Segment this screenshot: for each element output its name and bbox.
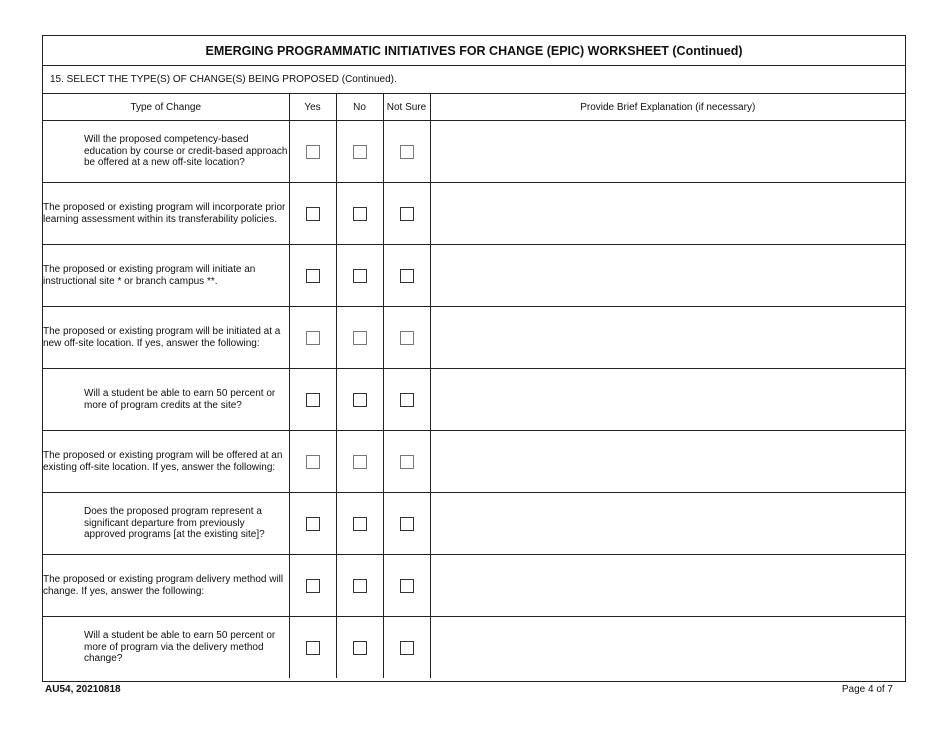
table-row — [43, 183, 905, 245]
yes-checkbox[interactable] — [306, 579, 320, 593]
table-row — [43, 245, 905, 307]
column-header-no: No — [336, 94, 383, 121]
column-header-type: Type of Change — [43, 94, 289, 121]
not-sure-checkbox[interactable] — [400, 641, 414, 655]
table-row — [43, 431, 905, 493]
no-checkbox[interactable] — [353, 393, 367, 407]
no-checkbox[interactable] — [353, 517, 367, 531]
not-sure-checkbox[interactable] — [400, 145, 414, 159]
table-row — [43, 307, 905, 369]
no-checkbox[interactable] — [353, 579, 367, 593]
not-sure-checkbox[interactable] — [400, 393, 414, 407]
column-header-yes: Yes — [289, 94, 336, 121]
yes-checkbox-cell — [289, 493, 336, 555]
table-row — [43, 369, 905, 431]
question-text: Will a student be able to earn 50 percent or more of program credits at the site? — [43, 369, 289, 431]
not-sure-checkbox-cell — [383, 617, 430, 679]
no-checkbox-cell — [336, 555, 383, 617]
section-heading: 15. SELECT THE TYPE(S) OF CHANGE(S) BEING PROPOSED (Continued). — [43, 66, 905, 94]
yes-checkbox[interactable] — [306, 517, 320, 531]
yes-checkbox[interactable] — [306, 393, 320, 407]
no-checkbox[interactable] — [353, 207, 367, 221]
question-text: The proposed or existing program will be initiated at a new off-site location. If yes, answer the following: — [43, 307, 289, 369]
explanation-field[interactable] — [430, 555, 905, 617]
explanation-field[interactable] — [430, 307, 905, 369]
no-checkbox[interactable] — [353, 641, 367, 655]
explanation-field[interactable] — [430, 183, 905, 245]
yes-checkbox[interactable] — [306, 455, 320, 469]
table-row — [43, 617, 905, 679]
not-sure-checkbox-cell — [383, 369, 430, 431]
not-sure-checkbox-cell — [383, 307, 430, 369]
explanation-field[interactable] — [430, 617, 905, 679]
yes-checkbox-cell — [289, 183, 336, 245]
no-checkbox[interactable] — [353, 269, 367, 283]
no-checkbox[interactable] — [353, 455, 367, 469]
not-sure-checkbox[interactable] — [400, 269, 414, 283]
no-checkbox-cell — [336, 307, 383, 369]
not-sure-checkbox-cell — [383, 121, 430, 183]
question-text: The proposed or existing program will incorporate prior learning assessment within its transferability policies. — [43, 183, 289, 245]
change-type-table — [43, 94, 905, 678]
no-checkbox-cell — [336, 431, 383, 493]
no-checkbox-cell — [336, 121, 383, 183]
yes-checkbox-cell — [289, 431, 336, 493]
explanation-field[interactable] — [430, 431, 905, 493]
explanation-field[interactable] — [430, 121, 905, 183]
no-checkbox[interactable] — [353, 145, 367, 159]
table-row — [43, 555, 905, 617]
yes-checkbox-cell — [289, 555, 336, 617]
yes-checkbox[interactable] — [306, 207, 320, 221]
yes-checkbox-cell — [289, 245, 336, 307]
not-sure-checkbox[interactable] — [400, 579, 414, 593]
yes-checkbox-cell — [289, 617, 336, 679]
explanation-field[interactable] — [430, 369, 905, 431]
question-text: Does the proposed program represent a significant departure from previously approved programs [at the existing site]? — [43, 493, 289, 555]
not-sure-checkbox-cell — [383, 431, 430, 493]
no-checkbox-cell — [336, 183, 383, 245]
not-sure-checkbox[interactable] — [400, 455, 414, 469]
yes-checkbox[interactable] — [306, 331, 320, 345]
form-id: AU54, 20210818 — [45, 684, 121, 695]
no-checkbox-cell — [336, 369, 383, 431]
yes-checkbox-cell — [289, 307, 336, 369]
yes-checkbox[interactable] — [306, 269, 320, 283]
not-sure-checkbox[interactable] — [400, 207, 414, 221]
yes-checkbox-cell — [289, 369, 336, 431]
not-sure-checkbox-cell — [383, 555, 430, 617]
page-number: Page 4 of 7 — [841, 684, 893, 695]
worksheet-frame — [42, 35, 906, 682]
column-header-not-sure: Not Sure — [383, 94, 430, 121]
not-sure-checkbox-cell — [383, 245, 430, 307]
explanation-field[interactable] — [430, 493, 905, 555]
table-header-row — [43, 94, 905, 121]
column-header-explanation: Provide Brief Explanation (if necessary) — [430, 94, 905, 121]
table-row — [43, 493, 905, 555]
yes-checkbox-cell — [289, 121, 336, 183]
yes-checkbox[interactable] — [306, 145, 320, 159]
yes-checkbox[interactable] — [306, 641, 320, 655]
no-checkbox-cell — [336, 245, 383, 307]
explanation-field[interactable] — [430, 245, 905, 307]
table-row — [43, 121, 905, 183]
not-sure-checkbox-cell — [383, 183, 430, 245]
not-sure-checkbox[interactable] — [400, 517, 414, 531]
no-checkbox-cell — [336, 493, 383, 555]
question-text: The proposed or existing program delivery method will change. If yes, answer the following: — [43, 555, 289, 617]
question-text: The proposed or existing program will be offered at an existing off-site location. If yes, answer the following: — [43, 431, 289, 493]
worksheet-title: EMERGING PROGRAMMATIC INITIATIVES FOR CHANGE (EPIC) WORKSHEET (Continued) — [43, 36, 905, 66]
no-checkbox[interactable] — [353, 331, 367, 345]
question-text: The proposed or existing program will initiate an instructional site * or branch campus **. — [43, 245, 289, 307]
no-checkbox-cell — [336, 617, 383, 679]
question-text: Will the proposed competency-based education by course or credit-based approach be offered at a new off-site location? — [43, 121, 289, 183]
question-text: Will a student be able to earn 50 percent or more of program via the delivery method change? — [43, 617, 289, 679]
not-sure-checkbox[interactable] — [400, 331, 414, 345]
not-sure-checkbox-cell — [383, 493, 430, 555]
